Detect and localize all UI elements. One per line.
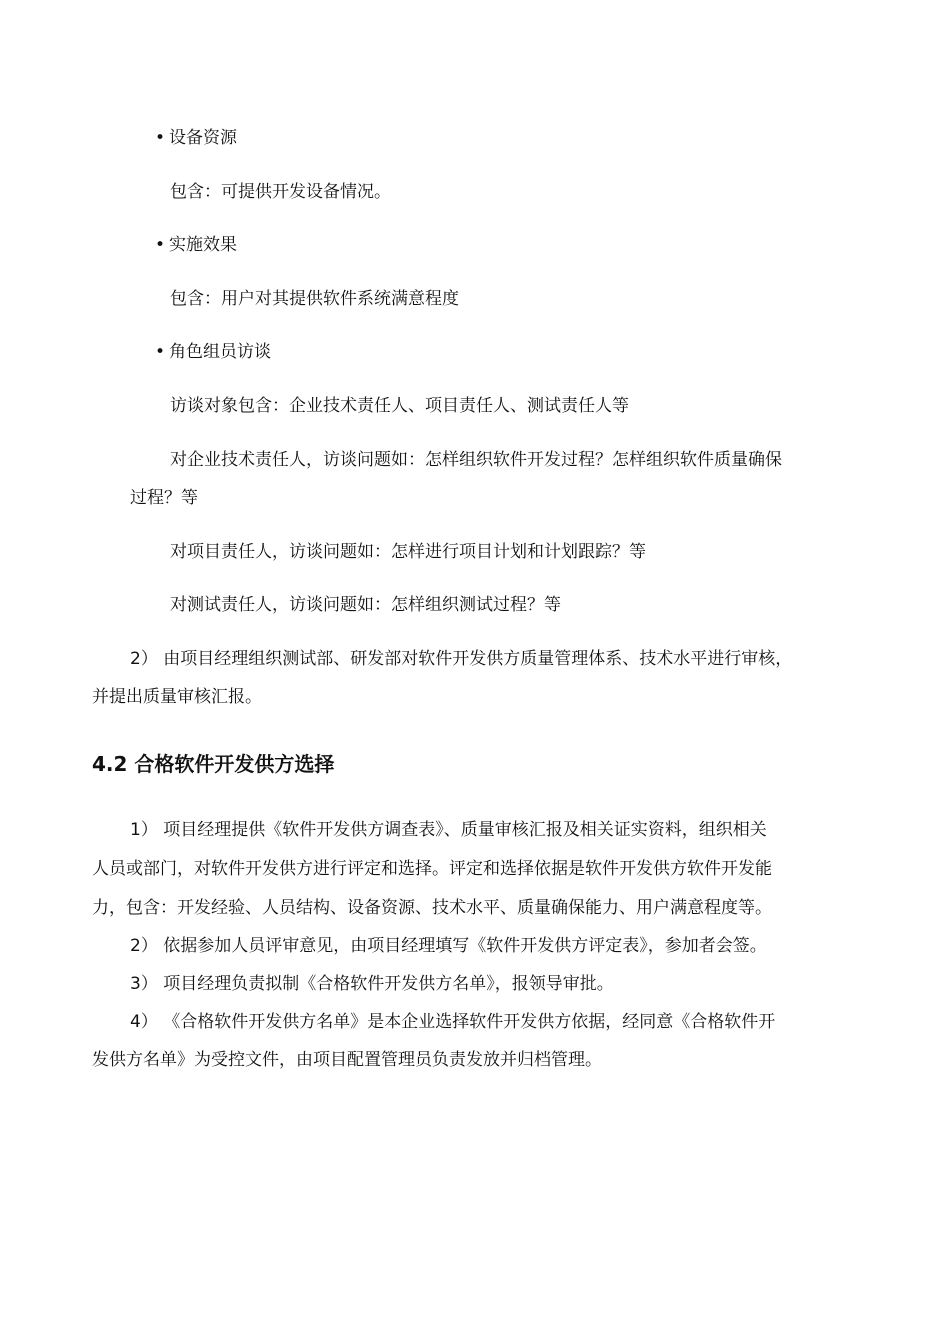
interview-tech-line1: 对企业技术责任人，访谈问题如：怎样组织软件开发过程？怎样组织软件质量确保 bbox=[170, 450, 782, 470]
section-item-1-line1: 1） 项目经理提供《软件开发供方调查表》、质量审核汇报及相关证实资料，组织相关 bbox=[130, 820, 767, 840]
section-item-4-line2: 发供方名单》为受控文件，由项目配置管理员负责发放并归档管理。 bbox=[92, 1050, 602, 1070]
bullet-effect bbox=[155, 233, 237, 257]
interview-project: 对项目责任人，访谈问题如：怎样进行项目计划和计划跟踪？等 bbox=[170, 542, 646, 562]
section-item-2-line1: 2） 依据参加人员评审意见，由项目经理填写《软件开发供方评定表》，参加者会签。 bbox=[130, 936, 767, 956]
bullet-equipment bbox=[155, 126, 237, 150]
step2-line2: 并提出质量审核汇报。 bbox=[92, 687, 262, 707]
interview-tech-line2: 过程？等 bbox=[130, 488, 198, 508]
bullet-label: 实施效果 bbox=[169, 235, 237, 255]
bullet-detail-effect: 包含：用户对其提供软件系统满意程度 bbox=[170, 289, 459, 309]
bullet-dot-icon: • bbox=[155, 235, 166, 255]
section-item-1-line3: 力，包含：开发经验、人员结构、设备资源、技术水平、质量确保能力、用户满意程度等。 bbox=[92, 898, 772, 918]
bullet-detail-equipment: 包含：可提供开发设备情况。 bbox=[170, 182, 391, 202]
section-item-3-line1: 3） 项目经理负责拟制《合格软件开发供方名单》，报领导审批。 bbox=[130, 974, 614, 994]
bullet-interview bbox=[155, 340, 271, 364]
bullet-dot-icon: • bbox=[155, 128, 166, 148]
step2-line1: 2） 由项目经理组织测试部、研发部对软件开发供方质量管理体系、技术水平进行审核， bbox=[130, 649, 793, 669]
section-item-4-line1: 4） 《合格软件开发供方名单》是本企业选择软件开发供方依据，经同意《合格软件开 bbox=[130, 1012, 776, 1032]
bullet-label: 角色组员访谈 bbox=[169, 342, 271, 362]
interview-test: 对测试责任人，访谈问题如：怎样组织测试过程？等 bbox=[170, 595, 561, 615]
section-heading: 4.2 合格软件开发供方选择 bbox=[92, 752, 335, 776]
bullet-label: 设备资源 bbox=[169, 128, 237, 148]
bullet-detail-interview: 访谈对象包含：企业技术责任人、项目责任人、测试责任人等 bbox=[170, 396, 629, 416]
bullet-dot-icon: • bbox=[155, 342, 166, 362]
section-item-1-line2: 人员或部门，对软件开发供方进行评定和选择。评定和选择依据是软件开发供方软件开发能 bbox=[92, 859, 772, 879]
